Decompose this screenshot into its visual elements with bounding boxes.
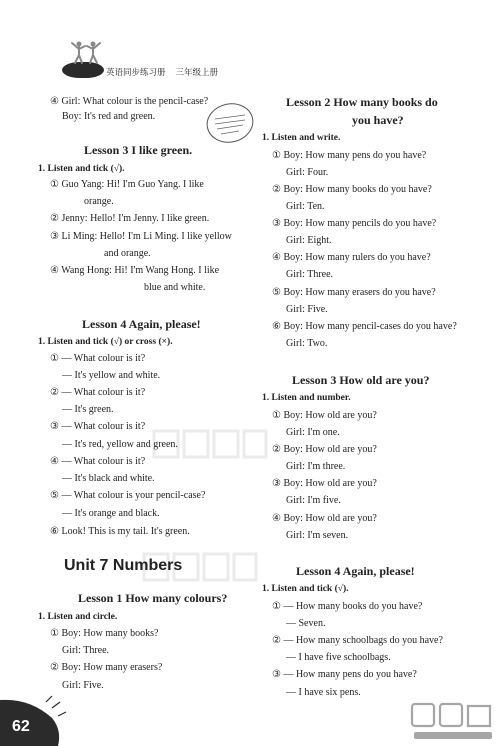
left-lesson4-line-10: — It's orange and black. [62, 508, 160, 519]
page-header [62, 40, 262, 80]
left-lesson4-line-4: — It's green. [62, 404, 114, 415]
right-lesson3-sub: 1. Listen and number. [262, 393, 351, 403]
right-lesson4-line-3: ② — How many schoolbags do you have? [272, 635, 443, 646]
right-lesson2-line-12: Girl: Two. [286, 338, 328, 349]
right-lesson3-title: Lesson 3 How old are you? [292, 373, 430, 387]
left-lesson4-line-6: — It's red, yellow and green. [62, 439, 178, 450]
unit-lesson1-line-3: ② Boy: How many erasers? [50, 662, 163, 673]
left-lesson4-line-7: ④ — What colour is it? [50, 456, 146, 467]
right-lesson2-line-10: Girl: Five. [286, 304, 328, 315]
right-lesson2-title-1: Lesson 2 How many books do [286, 95, 438, 109]
book-title: 英语同步练习册 [106, 68, 166, 78]
unit-lesson1-title: Lesson 1 How many colours? [78, 591, 228, 605]
left-lesson3-line-6: ④ Wang Hong: Hi! I'm Wang Hong. I like [50, 265, 220, 276]
right-lesson3-line-8: Girl: I'm seven. [286, 530, 349, 541]
right-lesson2-line-11: ⑥ Boy: How many pencil-cases do you have? [272, 321, 457, 332]
page-corner-shape [0, 690, 70, 746]
left-lesson4-sub: 1. Listen and tick (√) or cross (×). [38, 337, 173, 347]
right-lesson4-sub: 1. Listen and tick (√). [262, 584, 349, 594]
right-lesson4-line-2: — Seven. [286, 618, 326, 629]
site-watermark-logo-icon [408, 700, 498, 744]
logo-figures-icon [68, 40, 104, 66]
left-lesson3-line-1: ① Guo Yang: Hi! I'm Guo Yang. I like [50, 179, 204, 190]
right-lesson3-line-3: ② Boy: How old are you? [272, 444, 377, 455]
unit-lesson1-line-2: Girl: Three. [62, 645, 110, 656]
right-lesson3-line-6: Girl: I'm five. [286, 495, 341, 506]
left-lesson3-line-5: and orange. [104, 248, 151, 259]
right-lesson2-title-2: you have? [352, 113, 404, 127]
left-lesson3-title: Lesson 3 I like green. [84, 143, 193, 157]
unit-lesson1-line-1: ① Boy: How many books? [50, 628, 159, 639]
unit-lesson1-line-4: Girl: Five. [62, 680, 104, 691]
grade-label: 三年级上册 [175, 68, 219, 78]
header-text [106, 66, 228, 78]
page-number: 62 [12, 718, 30, 735]
right-lesson2-line-2: Girl: Four. [286, 167, 329, 178]
right-lesson2-line-7: ④ Boy: How many rulers do you have? [272, 252, 431, 263]
left-lesson3-line-2: orange. [84, 196, 114, 207]
right-lesson2-line-3: ② Boy: How many books do you have? [272, 184, 432, 195]
unit-lesson1-sub: 1. Listen and circle. [38, 612, 118, 622]
right-lesson3-line-7: ④ Boy: How old are you? [272, 513, 377, 524]
watermark-unit-icon [140, 548, 260, 588]
right-lesson3-line-2: Girl: I'm one. [286, 427, 340, 438]
left-lesson4-line-3: ② — What colour is it? [50, 387, 146, 398]
right-lesson3-line-1: ① Boy: How old are you? [272, 410, 377, 421]
right-lesson4-title: Lesson 4 Again, please! [296, 564, 415, 578]
right-lesson2-line-4: Girl: Ten. [286, 201, 325, 212]
left-lesson4-line-1: ① — What colour is it? [50, 353, 146, 364]
right-lesson2-line-5: ③ Boy: How many pencils do you have? [272, 218, 437, 229]
left-top-line-1: ④ Girl: What colour is the pencil-case? [50, 96, 209, 107]
left-lesson4-line-8: — It's black and white. [62, 473, 155, 484]
left-lesson3-line-7: blue and white. [144, 282, 206, 293]
left-lesson4-line-11: ⑥ Look! This is my tail. It's green. [50, 526, 190, 537]
unit-heading: Unit 7 Numbers [64, 557, 183, 574]
left-lesson4-line-5: ③ — What colour is it? [50, 421, 146, 432]
right-lesson2-line-9: ⑤ Boy: How many erasers do you have? [272, 287, 436, 298]
watermark-mid-icon [150, 425, 270, 465]
left-lesson3-sub: 1. Listen and tick (√). [38, 164, 125, 174]
right-lesson3-line-4: Girl: I'm three. [286, 461, 346, 472]
right-lesson2-sub: 1. Listen and write. [262, 133, 341, 143]
right-lesson2-line-8: Girl: Three. [286, 269, 334, 280]
right-lesson4-line-6: — I have six pens. [286, 687, 361, 698]
left-lesson3-line-3: ② Jenny: Hello! I'm Jenny. I like green. [50, 213, 210, 224]
right-lesson2-line-6: Girl: Eight. [286, 235, 332, 246]
right-lesson4-line-4: — I have five schoolbags. [286, 652, 391, 663]
left-lesson4-line-2: — It's yellow and white. [62, 370, 161, 381]
left-top-line-2: Boy: It's red and green. [62, 111, 156, 122]
right-lesson2-line-1: ① Boy: How many pens do you have? [272, 150, 427, 161]
left-lesson3-line-4: ③ Li Ming: Hello! I'm Li Ming. I like yellow [50, 231, 232, 242]
answer-stamp-icon [205, 101, 255, 145]
left-lesson4-title: Lesson 4 Again, please! [82, 317, 201, 331]
right-lesson3-line-5: ③ Boy: How old are you? [272, 478, 377, 489]
right-lesson4-line-1: ① — How many books do you have? [272, 601, 423, 612]
right-lesson4-line-5: ③ — How many pens do you have? [272, 669, 417, 680]
left-lesson4-line-9: ⑤ — What colour is your pencil-case? [50, 490, 206, 501]
